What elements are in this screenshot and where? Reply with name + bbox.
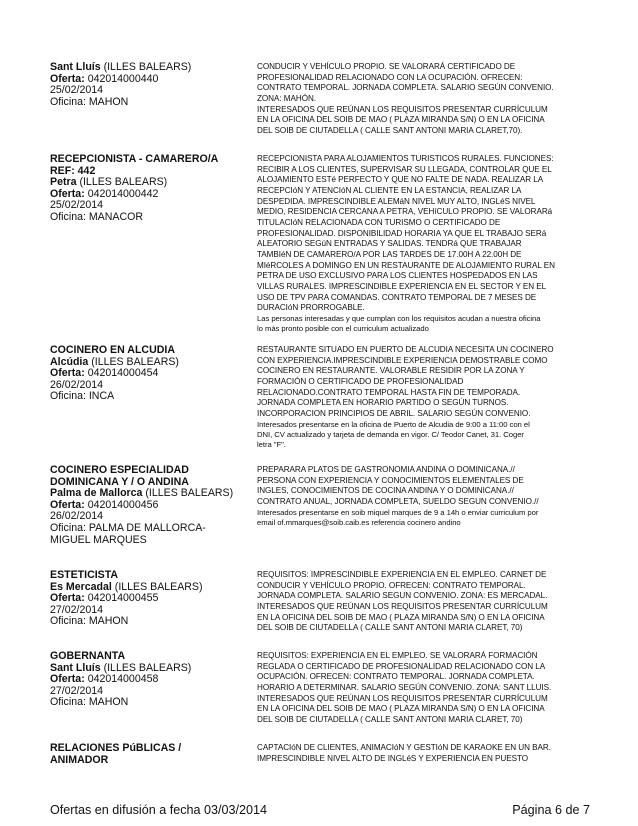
offer-date: 26/02/2014 <box>50 378 104 391</box>
offer-number: 042014000455 <box>87 592 159 605</box>
description-line: REQUISITOS: EXPERIENCIA EN EL EMPLEO. SE VALORARÁ FORMACIÓN <box>257 651 538 660</box>
description-line: ALEATORIO SEGúN ENTRADAS Y SALIDAS. TENDRá QUE TRABAJAR <box>257 239 522 249</box>
description-line: INTERESADOS QUE REÚNAN LOS REQUISITOS PRESENTAR CURRÍCULUM <box>257 104 548 114</box>
offer-label: Oferta: <box>50 367 85 380</box>
description-line: PETRA DE USO EXCLUSIVO PARA LOS CLIENTES HOSPEDADOS EN LAS <box>257 271 538 281</box>
location-city: Alcúdia <box>50 355 89 368</box>
location-region: (ILLES BALEARS) <box>79 176 168 189</box>
offer-title: RECEPCIONISTA - CAMARERO/A REF: 442 <box>50 153 218 177</box>
offer-number: 042014000440 <box>87 72 159 85</box>
offer-summary <box>50 651 240 709</box>
description-line: JORNADA COMPLETA. SALARIO SEGUN CONVENIO. ZONA: ES MERCADAL. <box>257 591 548 601</box>
description-line: DEL SOIB DE CIUTADELLA ( CALLE SANT ANTONI MARIA CLARET, 70) <box>257 623 523 633</box>
offer-summary <box>50 570 240 628</box>
location-city: Palma de Mallorca <box>50 487 143 500</box>
location-city: Es Mercadal <box>50 580 112 593</box>
description-line: VILLAS RURALES. IMPRESCINDIBLE EXPERIENCIA EN EL SECTOR Y EN EL <box>257 281 547 291</box>
offer-office: Oficina: MAHON <box>50 615 129 628</box>
offer-office: Oficina: MAHON <box>50 696 129 709</box>
offer-number: 042014000442 <box>87 187 159 200</box>
offer-summary <box>50 465 240 546</box>
offer-title: COCINERO EN ALCUDIA <box>50 344 175 356</box>
description-line: CON EXPERIENCIA.IMPRESCINDIBLE EXPERIENCIA DEMOSTRABLE COMO <box>257 355 548 365</box>
location-region: (ILLES BALEARS) <box>145 487 234 500</box>
description-line: DURACIóN PRORROGABLE. <box>257 303 365 313</box>
description-line: CAPTACIóN DE CLIENTES, ANIMACIóN Y GESTIóN DE KARAOKE EN UN BAR. <box>257 743 551 752</box>
contact-note-line: email of.mmarques@soib.caib.es referencia cocinero andino <box>257 517 461 527</box>
description-line: ZONA: MAHÓN. <box>257 93 316 103</box>
description-line: PROFESIONALIDAD RELACIONADO CON LA OCUPACIÓN. OFRECEN: <box>257 72 523 82</box>
description-line: PERSONA CON EXPERIENCIA Y CONOCIMIENTOS ELEMENTALES DE <box>257 475 524 485</box>
description-line: MIéRCOLES A DOMINGO EN UN RESTAURANTE DE ALOJAMIENTO RURAL EN <box>257 260 555 270</box>
contact-note-line: letra "F". <box>257 440 286 449</box>
description-line: TAMBIéN DE CAMARERO/A POR LAS TARDES DE 17.00H A 22.00H DE <box>257 249 522 259</box>
location-region: (ILLES BALEARS) <box>114 580 203 593</box>
contact-note-line: Interesados presentarse en la oficina de Puerto de Alcudia de 9:00 a 11:00 con el <box>257 419 530 429</box>
offer-description <box>257 465 590 528</box>
description-line: RELACIONADO.CONTRATO TEMPORAL HASTA FIN DE TEMPORADA. <box>257 387 521 397</box>
offer-summary <box>50 154 240 224</box>
description-line: USO DE TPV PARA COMANDAS. CONTRATO TEMPORAL DE 7 MESES DE <box>257 292 537 302</box>
offer-label: Oferta: <box>50 592 85 605</box>
description-line: INGLES, CONOCIMIENTOS DE COCINA ANDINA Y O DOMINICANA.// <box>257 486 514 496</box>
description-line: EN LA OFICINA DEL SOIB DE MAO ( PLAZA MIRANDA S/N) O EN LA OFICINA <box>257 612 545 622</box>
offer-description <box>257 345 590 450</box>
description-line: IMPRESCINDIBLE NIVEL ALTO DE INGLéS Y EXPERIENCIA EN PUESTO <box>257 753 528 763</box>
offer-title: GOBERNANTA <box>50 650 126 662</box>
description-line: REGLADA O CERTIFICADO DE PROFESIONALIDAD RELACIONADO CON LA <box>257 661 546 671</box>
offer-label: Oferta: <box>50 498 85 511</box>
offer-office: Oficina: INCA <box>50 390 115 403</box>
contact-note-line: lo más pronto posible con el curriculum actualizado <box>257 324 429 334</box>
description-line: EN LA OFICINA DEL SOIB DE MAO ( PLAZA MIRANDA S/N) O EN LA OFICINA <box>257 704 545 714</box>
description-line: DEL SOIB DE CIUTADELLA ( CALLE SANT ANTONI MARIA CLARET,70). <box>257 125 523 135</box>
offer-date: 25/02/2014 <box>50 84 104 97</box>
description-line: DEL SOIB DE CIUTADELLA ( CALLE SANT ANTONI MARIA CLARET, 70) <box>257 714 523 724</box>
description-line: INCORPORACION PRINCIPIOS DE ABRIL. SALARIO SEGÚN CONVENIO. <box>257 408 531 418</box>
offer-date: 27/02/2014 <box>50 603 104 616</box>
location-region: (ILLES BALEARS) <box>103 661 192 674</box>
location-city: Sant Lluís <box>50 661 101 674</box>
offer-office: Oficina: MANACOR <box>50 210 144 223</box>
description-line: REQUISITOS: IMPRESCINDIBLE EXPERIENCIA EN EL EMPLEO. CARNET DE <box>257 570 547 579</box>
description-line: FORMACIÓN O CERTIFICADO DE PROFESIONALIDAD <box>257 376 464 386</box>
description-line: INTERESADOS QUE REÚNAN LOS REQUISITOS PRESENTAR CURRÍCULUM <box>257 693 548 703</box>
description-line: RECEPCIóN Y ATENCIóN AL CLIENTE EN LA ESTANCIA, REALIZAR LA <box>257 185 522 195</box>
offer-label: Oferta: <box>50 72 85 85</box>
offer-description <box>257 651 590 726</box>
offer-label: Oferta: <box>50 673 85 686</box>
description-line: ALOJAMIENTO ESTé PERFECTO Y QUE NO FALTE DE NADA. REALIZAR LA <box>257 175 544 185</box>
contact-note-line: Interesados presentarse en soib miquel marques de 9 a 14h o enviar curriculum por <box>257 507 539 517</box>
offer-title: COCINERO ESPECIALIDAD DOMINICANA Y / O ANDINA <box>50 464 189 488</box>
offer-date: 26/02/2014 <box>50 510 104 523</box>
description-line: OCUPACIÓN. OFRECEN: CONTRATO TEMPORAL. JORNADA COMPLETA. <box>257 672 535 682</box>
offer-description <box>257 154 590 334</box>
contact-note-line: Las personas interesadas y que cumplan con los requisitos acudan a nuestra oficina <box>257 313 541 323</box>
offer-number: 042014000456 <box>87 498 159 511</box>
description-line: RESTAURANTE SITUADO EN PUERTO DE ALCUDIA NECESITA UN COCINERO <box>257 345 554 354</box>
page-footer <box>48 802 590 818</box>
footer-page-number: Página 6 de 7 <box>512 803 590 817</box>
description-line: EN LA OFICINA DEL SOIB DE MAO ( PLAZA MIRANDA S/N) O EN LA OFICINA <box>257 115 545 125</box>
offer-summary <box>50 62 240 108</box>
description-line: CONDUCIR Y VEHÍCULO PROPIO. OFRECEN: CONTRATO TEMPORAL. <box>257 580 526 590</box>
description-line: RECEPCIONISTA PARA ALOJAMIENTOS TURISTICOS RURALES. FUNCIONES: <box>257 154 554 163</box>
offer-title: RELACIONES PúBLICAS / ANIMADOR <box>50 742 182 766</box>
offer-office: Oficina: MAHON <box>50 95 129 108</box>
offer-summary <box>50 743 240 766</box>
location-city: Sant Lluís <box>50 61 101 73</box>
offer-description <box>257 743 590 764</box>
offer-date: 25/02/2014 <box>50 199 104 212</box>
description-line: PREPARARA PLATOS DE GASTRONOMIA ANDINA O DOMINICANA.// <box>257 465 515 474</box>
offer-label: Oferta: <box>50 187 85 200</box>
description-line: CONTRATO ANUAL, JORNADA COMPLETA, SUELDO SEGUN CONVENIO.// <box>257 496 539 506</box>
description-line: RECIBIR A LOS CLIENTES, SUPERVISAR SU LLEGADA, CONTROLAR QUE EL <box>257 164 552 174</box>
description-line: CONTRATO TEMPORAL. JORNADA COMPLETA. SALARIO SEGÚN CONVENIO. <box>257 83 554 93</box>
description-line: COCINERO EN RESTAURANTE. VALORABLE RESIDIR POR LA ZONA Y <box>257 366 525 376</box>
description-line: JORNADA COMPLETA EN HORARIO PARTIDO O SEGÚN TURNOS. <box>257 398 509 408</box>
offer-office: Oficina: PALMA DE MALLORCA-MIGUEL MARQUES <box>50 521 206 546</box>
footer-date-text: Ofertas en difusión a fecha 03/03/2014 <box>50 803 268 817</box>
location-region: (ILLES BALEARS) <box>91 355 179 368</box>
offer-summary <box>50 345 240 403</box>
description-line: MEDIO, RESIDENCIA CERCANA A PETRA, VEHíCULO PROPIO. SE VALORARá <box>257 207 553 217</box>
contact-note-line: DNI, CV actualizado y tarjeta de demanda en vigor. C/ Teodor Canet, 31. Coger <box>257 429 524 439</box>
location-region: (ILLES BALEARS) <box>103 61 192 73</box>
offer-description <box>257 62 590 137</box>
offer-number: 042014000454 <box>87 367 159 380</box>
description-line: TITULACIóN RELACIONADA CON TURISMO O CERTIFICADO DE <box>257 217 501 227</box>
description-line: PROFESIONALIDAD. DISPONIBILIDAD HORARIA YA QUE EL TRABAJO SERá <box>257 228 547 238</box>
location-city: Petra <box>50 176 77 189</box>
description-line: CONDUCIR Y VEHÍCULO PROPIO. SE VALORARÁ CERTIFICADO DE <box>257 62 516 71</box>
offer-title: ESTETICISTA <box>50 569 119 581</box>
description-line: HORARIO A DETERMINAR. SALARIO SEGÚN CONVENIO. ZONA: SANT LLUIS. <box>257 682 552 692</box>
description-line: DESPEDIDA. IMPRESCINDIBLE ALEMáN NIVEL MUY ALTO, INGLéS NIVEL <box>257 196 536 206</box>
offer-number: 042014000458 <box>87 673 159 686</box>
offer-date: 27/02/2014 <box>50 684 104 697</box>
offer-description <box>257 570 590 634</box>
description-line: INTERESADOS QUE REÚNAN LOS REQUISITOS PRESENTAR CURRÍCULUM <box>257 601 548 611</box>
